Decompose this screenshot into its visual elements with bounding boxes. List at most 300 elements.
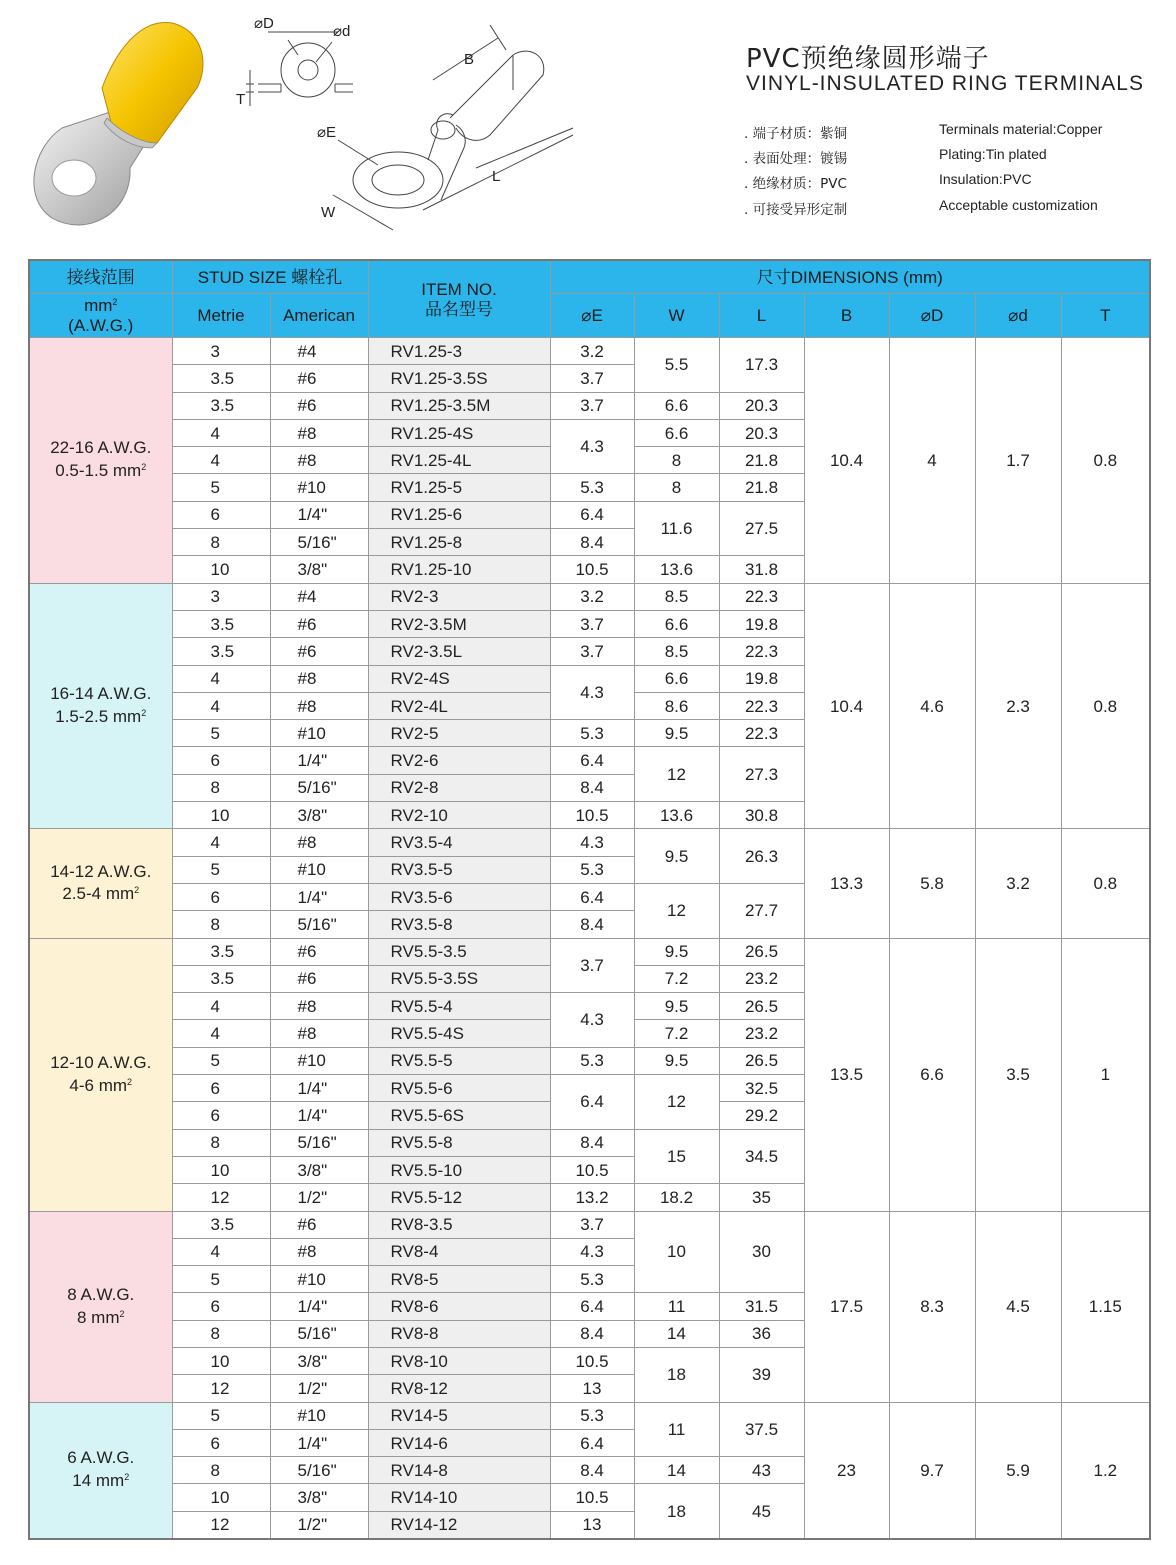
item-no-cell: RV2-4S <box>368 665 550 692</box>
dim-L-cell: 22.3 <box>719 692 804 719</box>
table-row <box>29 1402 1150 1429</box>
metric-cell: 12 <box>172 1511 270 1538</box>
dim-L-cell: 22.3 <box>719 583 804 610</box>
dim-L-cell: 21.8 <box>719 474 804 501</box>
dim-E-cell: 3.7 <box>550 365 634 392</box>
metric-cell: 3 <box>172 583 270 610</box>
dim-W-cell: 14 <box>634 1457 719 1484</box>
dim-E-cell: 8.4 <box>550 911 634 938</box>
table-body <box>29 338 1150 1539</box>
wire-range-awg: 16-14 A.W.G. <box>50 684 152 704</box>
item-no-cell: RV1.25-4L <box>368 447 550 474</box>
dim-E-cell: 10.5 <box>550 556 634 583</box>
wire-range-cell <box>29 938 172 1211</box>
american-cell: #10 <box>270 1047 368 1074</box>
item-no-cell: RV1.25-3.5M <box>368 392 550 419</box>
header-d: ⌀d <box>975 294 1061 338</box>
item-no-cell: RV8-8 <box>368 1320 550 1347</box>
dim-L-cell: 31.8 <box>719 556 804 583</box>
wire-range-mm-sup: 2 <box>141 708 147 718</box>
dim-T-cell: 0.8 <box>1061 583 1150 829</box>
dim-E-cell: 3.7 <box>550 938 634 993</box>
metric-cell: 6 <box>172 883 270 910</box>
american-cell: #6 <box>270 365 368 392</box>
american-cell: #10 <box>270 1266 368 1293</box>
dim-d-cell: 5.9 <box>975 1402 1061 1538</box>
dim-E-cell: 3.7 <box>550 638 634 665</box>
dim-L-cell: 27.5 <box>719 501 804 556</box>
american-cell: 1/2" <box>270 1375 368 1402</box>
dim-D-cell: 4 <box>889 338 975 584</box>
dimensions-table <box>28 259 1151 1540</box>
header-W: W <box>634 294 719 338</box>
table-row <box>29 1211 1150 1238</box>
header-D: ⌀D <box>889 294 975 338</box>
dim-E-cell: 4.3 <box>550 1238 634 1265</box>
metric-cell: 12 <box>172 1375 270 1402</box>
dim-L-cell: 30 <box>719 1211 804 1293</box>
wire-range-mm-sup: 2 <box>127 1076 133 1087</box>
dim-W-cell: 15 <box>634 1129 719 1184</box>
wire-range-mm-sup: 2 <box>119 1308 125 1319</box>
american-cell: #8 <box>270 419 368 446</box>
dim-W-cell: 14 <box>634 1320 719 1347</box>
dim-E-cell: 4.3 <box>550 829 634 856</box>
wire-range-mm-value: 14 mm <box>72 1471 125 1491</box>
dim-L-cell: 43 <box>719 1457 804 1484</box>
american-cell: #6 <box>270 1211 368 1238</box>
header-item-no <box>368 260 550 338</box>
metric-cell: 3.5 <box>172 1211 270 1238</box>
item-no-cell: RV2-8 <box>368 774 550 801</box>
wire-range-awg: 12-10 A.W.G. <box>50 1052 152 1072</box>
wire-range-mm-sup: 2 <box>124 1472 130 1483</box>
dim-W-cell: 8 <box>634 474 719 501</box>
metric-cell: 4 <box>172 419 270 446</box>
dim-E-cell: 10.5 <box>550 1484 634 1511</box>
dim-W-cell: 11 <box>634 1402 719 1457</box>
dim-E-cell: 3.7 <box>550 610 634 637</box>
dim-W-cell: 7.2 <box>634 1020 719 1047</box>
item-no-cell: RV3.5-5 <box>368 856 550 883</box>
dim-L-cell: 36 <box>719 1320 804 1347</box>
header-item-en: ITEM NO. <box>421 279 497 299</box>
dim-L-cell: 20.3 <box>719 419 804 446</box>
american-cell: 1/4" <box>270 1075 368 1102</box>
wire-range-cell <box>29 1211 172 1402</box>
title-english: VINYL-INSULATED RING TERMINALS <box>746 72 1144 95</box>
dim-d-cell: 2.3 <box>975 583 1061 829</box>
header-american: American <box>270 294 368 338</box>
american-cell: #8 <box>270 993 368 1020</box>
dim-L-cell: 29.2 <box>719 1102 804 1129</box>
dim-W-cell: 9.5 <box>634 1047 719 1074</box>
item-no-cell: RV1.25-8 <box>368 529 550 556</box>
american-cell: 1/4" <box>270 1293 368 1320</box>
dim-E-cell: 5.3 <box>550 474 634 501</box>
metric-cell: 3.5 <box>172 610 270 637</box>
dim-E-cell: 6.4 <box>550 883 634 910</box>
dim-E-cell: 10.5 <box>550 802 634 829</box>
dim-T-cell: 1 <box>1061 938 1150 1211</box>
dim-label-L: L <box>492 168 501 185</box>
dim-L-cell: 26.5 <box>719 938 804 965</box>
metric-cell: 10 <box>172 802 270 829</box>
metric-cell: 6 <box>172 1075 270 1102</box>
item-no-cell: RV1.25-5 <box>368 474 550 501</box>
metric-cell: 6 <box>172 501 270 528</box>
american-cell: 1/4" <box>270 501 368 528</box>
wire-range-cell <box>29 829 172 938</box>
item-no-cell: RV2-3.5M <box>368 610 550 637</box>
item-no-cell: RV3.5-8 <box>368 911 550 938</box>
dim-L-cell: 17.3 <box>719 338 804 393</box>
dim-W-cell: 6.6 <box>634 392 719 419</box>
dim-label-B: B <box>464 51 475 68</box>
dim-L-cell: 37.5 <box>719 1402 804 1457</box>
dim-L-cell: 31.5 <box>719 1293 804 1320</box>
dim-L-cell: 35 <box>719 1184 804 1211</box>
american-cell: 3/8" <box>270 556 368 583</box>
american-cell: #10 <box>270 474 368 501</box>
dim-d-cell: 3.5 <box>975 938 1061 1211</box>
ring-terminal-photo <box>22 8 212 233</box>
dim-E-cell: 10.5 <box>550 1347 634 1374</box>
wire-range-cell <box>29 338 172 584</box>
american-cell: 5/16" <box>270 1457 368 1484</box>
dim-L-cell: 27.3 <box>719 747 804 802</box>
wire-range-awg: 6 A.W.G. <box>67 1448 135 1468</box>
dim-B-cell: 10.4 <box>804 583 889 829</box>
dim-T-cell: 0.8 <box>1061 829 1150 938</box>
header-range-mm: mm <box>84 295 113 315</box>
metric-cell: 6 <box>172 1102 270 1129</box>
dim-L-cell: 26.5 <box>719 993 804 1020</box>
metric-cell: 3.5 <box>172 365 270 392</box>
wire-range-mm-value: 1.5-2.5 mm <box>55 707 142 726</box>
item-no-cell: RV1.25-10 <box>368 556 550 583</box>
dim-W-cell: 8.6 <box>634 692 719 719</box>
dim-W-cell: 8 <box>634 447 719 474</box>
header-T: T <box>1061 294 1150 338</box>
dim-L-cell: 23.2 <box>719 1020 804 1047</box>
dim-E-cell: 6.4 <box>550 1429 634 1456</box>
dim-T-cell: 1.2 <box>1061 1402 1150 1538</box>
item-no-cell: RV8-6 <box>368 1293 550 1320</box>
item-no-cell: RV1.25-3.5S <box>368 365 550 392</box>
dim-D-cell: 5.8 <box>889 829 975 938</box>
item-no-cell: RV3.5-4 <box>368 829 550 856</box>
item-no-cell: RV14-8 <box>368 1457 550 1484</box>
spec-en: Plating:Tin plated <box>939 146 1047 162</box>
dim-label-T: T <box>236 91 246 108</box>
wire-range-mm <box>30 1307 172 1330</box>
dim-D-cell: 9.7 <box>889 1402 975 1538</box>
header-E: ⌀E <box>550 294 634 338</box>
dim-B-cell: 13.5 <box>804 938 889 1211</box>
american-cell: 3/8" <box>270 1484 368 1511</box>
dim-W-cell: 6.6 <box>634 610 719 637</box>
dim-E-cell: 5.3 <box>550 1047 634 1074</box>
american-cell: 3/8" <box>270 1347 368 1374</box>
table-row <box>29 938 1150 965</box>
dim-L-cell: 34.5 <box>719 1129 804 1184</box>
wire-range-mm <box>30 1075 172 1098</box>
wire-range-mm-value: 4-6 mm <box>69 1075 128 1095</box>
american-cell: #6 <box>270 938 368 965</box>
header-stud-size: STUD SIZE 螺栓孔 <box>172 260 368 294</box>
dim-W-cell: 13.6 <box>634 802 719 829</box>
metric-cell: 5 <box>172 1402 270 1429</box>
metric-cell: 10 <box>172 1347 270 1374</box>
table-row <box>29 829 1150 856</box>
dim-E-cell: 8.4 <box>550 1457 634 1484</box>
wire-range-awg: 14-12 A.W.G. <box>50 861 152 881</box>
item-no-cell: RV8-5 <box>368 1266 550 1293</box>
metric-cell: 4 <box>172 692 270 719</box>
item-no-cell: RV8-12 <box>368 1375 550 1402</box>
american-cell: #8 <box>270 447 368 474</box>
header-L: L <box>719 294 804 338</box>
item-no-cell: RV5.5-5 <box>368 1047 550 1074</box>
american-cell: 1/2" <box>270 1511 368 1538</box>
wire-range-mm-value: 2.5-4 mm <box>62 884 135 904</box>
american-cell: #4 <box>270 583 368 610</box>
dim-L-cell: 23.2 <box>719 965 804 992</box>
item-no-cell: RV5.5-3.5 <box>368 938 550 965</box>
item-no-cell: RV8-4 <box>368 1238 550 1265</box>
dim-E-cell: 5.3 <box>550 856 634 883</box>
item-no-cell: RV2-5 <box>368 720 550 747</box>
dim-L-cell: 27.7 <box>719 883 804 938</box>
metric-cell: 4 <box>172 447 270 474</box>
metric-cell: 6 <box>172 747 270 774</box>
dim-L-cell: 22.3 <box>719 638 804 665</box>
metric-cell: 10 <box>172 556 270 583</box>
metric-cell: 3.5 <box>172 938 270 965</box>
metric-cell: 4 <box>172 665 270 692</box>
dim-E-cell: 4.3 <box>550 419 634 474</box>
dim-E-cell: 3.7 <box>550 392 634 419</box>
wire-range-mm-sup: 2 <box>134 885 140 896</box>
wire-range-awg: 22-16 A.W.G. <box>50 438 152 458</box>
dim-B-cell: 17.5 <box>804 1211 889 1402</box>
dim-d-cell: 1.7 <box>975 338 1061 584</box>
dim-E-cell: 13.2 <box>550 1184 634 1211</box>
dim-E-cell: 6.4 <box>550 1075 634 1130</box>
dim-L-cell: 32.5 <box>719 1075 804 1102</box>
dim-E-cell: 4.3 <box>550 665 634 720</box>
wire-range-cell <box>29 583 172 829</box>
item-no-cell: RV2-6 <box>368 747 550 774</box>
american-cell: 1/4" <box>270 883 368 910</box>
dim-W-cell: 11 <box>634 1293 719 1320</box>
metric-cell: 5 <box>172 1266 270 1293</box>
technical-drawing <box>228 10 588 235</box>
dim-W-cell: 12 <box>634 747 719 802</box>
table-row <box>29 583 1150 610</box>
dim-L-cell: 21.8 <box>719 447 804 474</box>
american-cell: #4 <box>270 338 368 365</box>
dim-D-cell: 8.3 <box>889 1211 975 1402</box>
metric-cell: 6 <box>172 1429 270 1456</box>
dim-B-cell: 13.3 <box>804 829 889 938</box>
dim-E-cell: 3.2 <box>550 338 634 365</box>
metric-cell: 8 <box>172 911 270 938</box>
american-cell: #6 <box>270 965 368 992</box>
wire-range-mm <box>30 883 172 906</box>
dim-E-cell: 3.7 <box>550 1211 634 1238</box>
dim-E-cell: 10.5 <box>550 1156 634 1183</box>
header-range-unit <box>29 294 172 338</box>
dim-W-cell: 9.5 <box>634 938 719 965</box>
dim-E-cell: 5.3 <box>550 1266 634 1293</box>
american-cell: 5/16" <box>270 774 368 801</box>
american-cell: 1/4" <box>270 1429 368 1456</box>
dim-W-cell: 13.6 <box>634 556 719 583</box>
dim-E-cell: 5.3 <box>550 720 634 747</box>
american-cell: #10 <box>270 856 368 883</box>
spec-en: Terminals material:Copper <box>939 121 1103 137</box>
metric-cell: 10 <box>172 1484 270 1511</box>
american-cell: #10 <box>270 1402 368 1429</box>
dim-W-cell: 7.2 <box>634 965 719 992</box>
wire-range-awg: 8 A.W.G. <box>67 1284 135 1304</box>
dim-W-cell: 5.5 <box>634 338 719 393</box>
dim-E-cell: 6.4 <box>550 501 634 528</box>
header-dimensions: 尺寸DIMENSIONS (mm) <box>550 260 1150 294</box>
metric-cell: 8 <box>172 1129 270 1156</box>
dim-W-cell: 6.6 <box>634 419 719 446</box>
american-cell: 3/8" <box>270 802 368 829</box>
item-no-cell: RV5.5-12 <box>368 1184 550 1211</box>
item-no-cell: RV5.5-3.5S <box>368 965 550 992</box>
item-no-cell: RV5.5-4S <box>368 1020 550 1047</box>
american-cell: 1/4" <box>270 747 368 774</box>
dim-T-cell: 0.8 <box>1061 338 1150 584</box>
wire-range-mm <box>30 1470 172 1493</box>
dim-D-cell: 6.6 <box>889 938 975 1211</box>
metric-cell: 3.5 <box>172 965 270 992</box>
dim-E-cell: 13 <box>550 1375 634 1402</box>
american-cell: #8 <box>270 692 368 719</box>
dim-label-E: ⌀E <box>317 124 337 141</box>
american-cell: #10 <box>270 720 368 747</box>
header-range: 接线范围 <box>29 260 172 294</box>
header-range-awg: (A.W.G.) <box>68 315 134 335</box>
title-chinese: PVC预绝缘圆形端子 <box>746 44 990 74</box>
american-cell: #6 <box>270 638 368 665</box>
metric-cell: 4 <box>172 993 270 1020</box>
american-cell: 1/2" <box>270 1184 368 1211</box>
metric-cell: 12 <box>172 1184 270 1211</box>
dim-W-cell: 18.2 <box>634 1184 719 1211</box>
item-no-cell: RV1.25-6 <box>368 501 550 528</box>
american-cell: #8 <box>270 829 368 856</box>
dim-label-W: W <box>321 204 336 221</box>
dim-B-cell: 23 <box>804 1402 889 1538</box>
wire-range-cell <box>29 1402 172 1538</box>
wire-range-mm <box>30 460 172 483</box>
header-item-cn: 品名型号 <box>425 299 494 319</box>
american-cell: 3/8" <box>270 1156 368 1183</box>
dim-L-cell: 26.3 <box>719 829 804 884</box>
spec-cn: . 端子材质：紫铜 <box>744 126 848 142</box>
dim-E-cell: 6.4 <box>550 1293 634 1320</box>
dim-W-cell: 8.5 <box>634 583 719 610</box>
dim-T-cell: 1.15 <box>1061 1211 1150 1402</box>
item-no-cell: RV1.25-4S <box>368 419 550 446</box>
dim-W-cell: 11.6 <box>634 501 719 556</box>
american-cell: 5/16" <box>270 1129 368 1156</box>
dim-E-cell: 5.3 <box>550 1402 634 1429</box>
dim-E-cell: 3.2 <box>550 583 634 610</box>
american-cell: 5/16" <box>270 1320 368 1347</box>
item-no-cell: RV14-10 <box>368 1484 550 1511</box>
dim-L-cell: 22.3 <box>719 720 804 747</box>
dim-W-cell: 12 <box>634 883 719 938</box>
dim-W-cell: 8.5 <box>634 638 719 665</box>
dim-label-d: ⌀d <box>333 23 351 40</box>
dim-L-cell: 19.8 <box>719 610 804 637</box>
metric-cell: 5 <box>172 720 270 747</box>
american-cell: #8 <box>270 665 368 692</box>
item-no-cell: RV5.5-8 <box>368 1129 550 1156</box>
metric-cell: 4 <box>172 1238 270 1265</box>
dim-W-cell: 9.5 <box>634 829 719 884</box>
dim-W-cell: 12 <box>634 1075 719 1130</box>
item-no-cell: RV2-10 <box>368 802 550 829</box>
dim-W-cell: 9.5 <box>634 993 719 1020</box>
dim-D-cell: 4.6 <box>889 583 975 829</box>
dim-L-cell: 39 <box>719 1347 804 1402</box>
dim-L-cell: 19.8 <box>719 665 804 692</box>
metric-cell: 8 <box>172 1320 270 1347</box>
header-range-sup: 2 <box>112 296 118 307</box>
dim-d-cell: 3.2 <box>975 829 1061 938</box>
american-cell: #8 <box>270 1020 368 1047</box>
dim-W-cell: 18 <box>634 1484 719 1539</box>
item-no-cell: RV2-3.5L <box>368 638 550 665</box>
item-no-cell: RV8-10 <box>368 1347 550 1374</box>
item-no-cell: RV1.25-3 <box>368 338 550 365</box>
spec-cn: . 可接受异形定制 <box>744 202 848 218</box>
dim-W-cell: 18 <box>634 1347 719 1402</box>
item-no-cell: RV2-3 <box>368 583 550 610</box>
metric-cell: 5 <box>172 856 270 883</box>
dim-E-cell: 8.4 <box>550 1320 634 1347</box>
american-cell: #6 <box>270 392 368 419</box>
metric-cell: 3 <box>172 338 270 365</box>
dim-E-cell: 8.4 <box>550 1129 634 1156</box>
metric-cell: 4 <box>172 829 270 856</box>
dim-L-cell: 20.3 <box>719 392 804 419</box>
metric-cell: 4 <box>172 1020 270 1047</box>
item-no-cell: RV14-6 <box>368 1429 550 1456</box>
dim-W-cell: 6.6 <box>634 665 719 692</box>
spec-cn: . 绝缘材质：PVC <box>744 176 847 192</box>
american-cell: 5/16" <box>270 529 368 556</box>
american-cell: #6 <box>270 610 368 637</box>
dim-W-cell: 10 <box>634 1211 719 1293</box>
american-cell: 1/4" <box>270 1102 368 1129</box>
dim-d-cell: 4.5 <box>975 1211 1061 1402</box>
item-no-cell: RV5.5-4 <box>368 993 550 1020</box>
metric-cell: 8 <box>172 1457 270 1484</box>
dim-E-cell: 8.4 <box>550 774 634 801</box>
dim-L-cell: 30.8 <box>719 802 804 829</box>
header-B: B <box>804 294 889 338</box>
